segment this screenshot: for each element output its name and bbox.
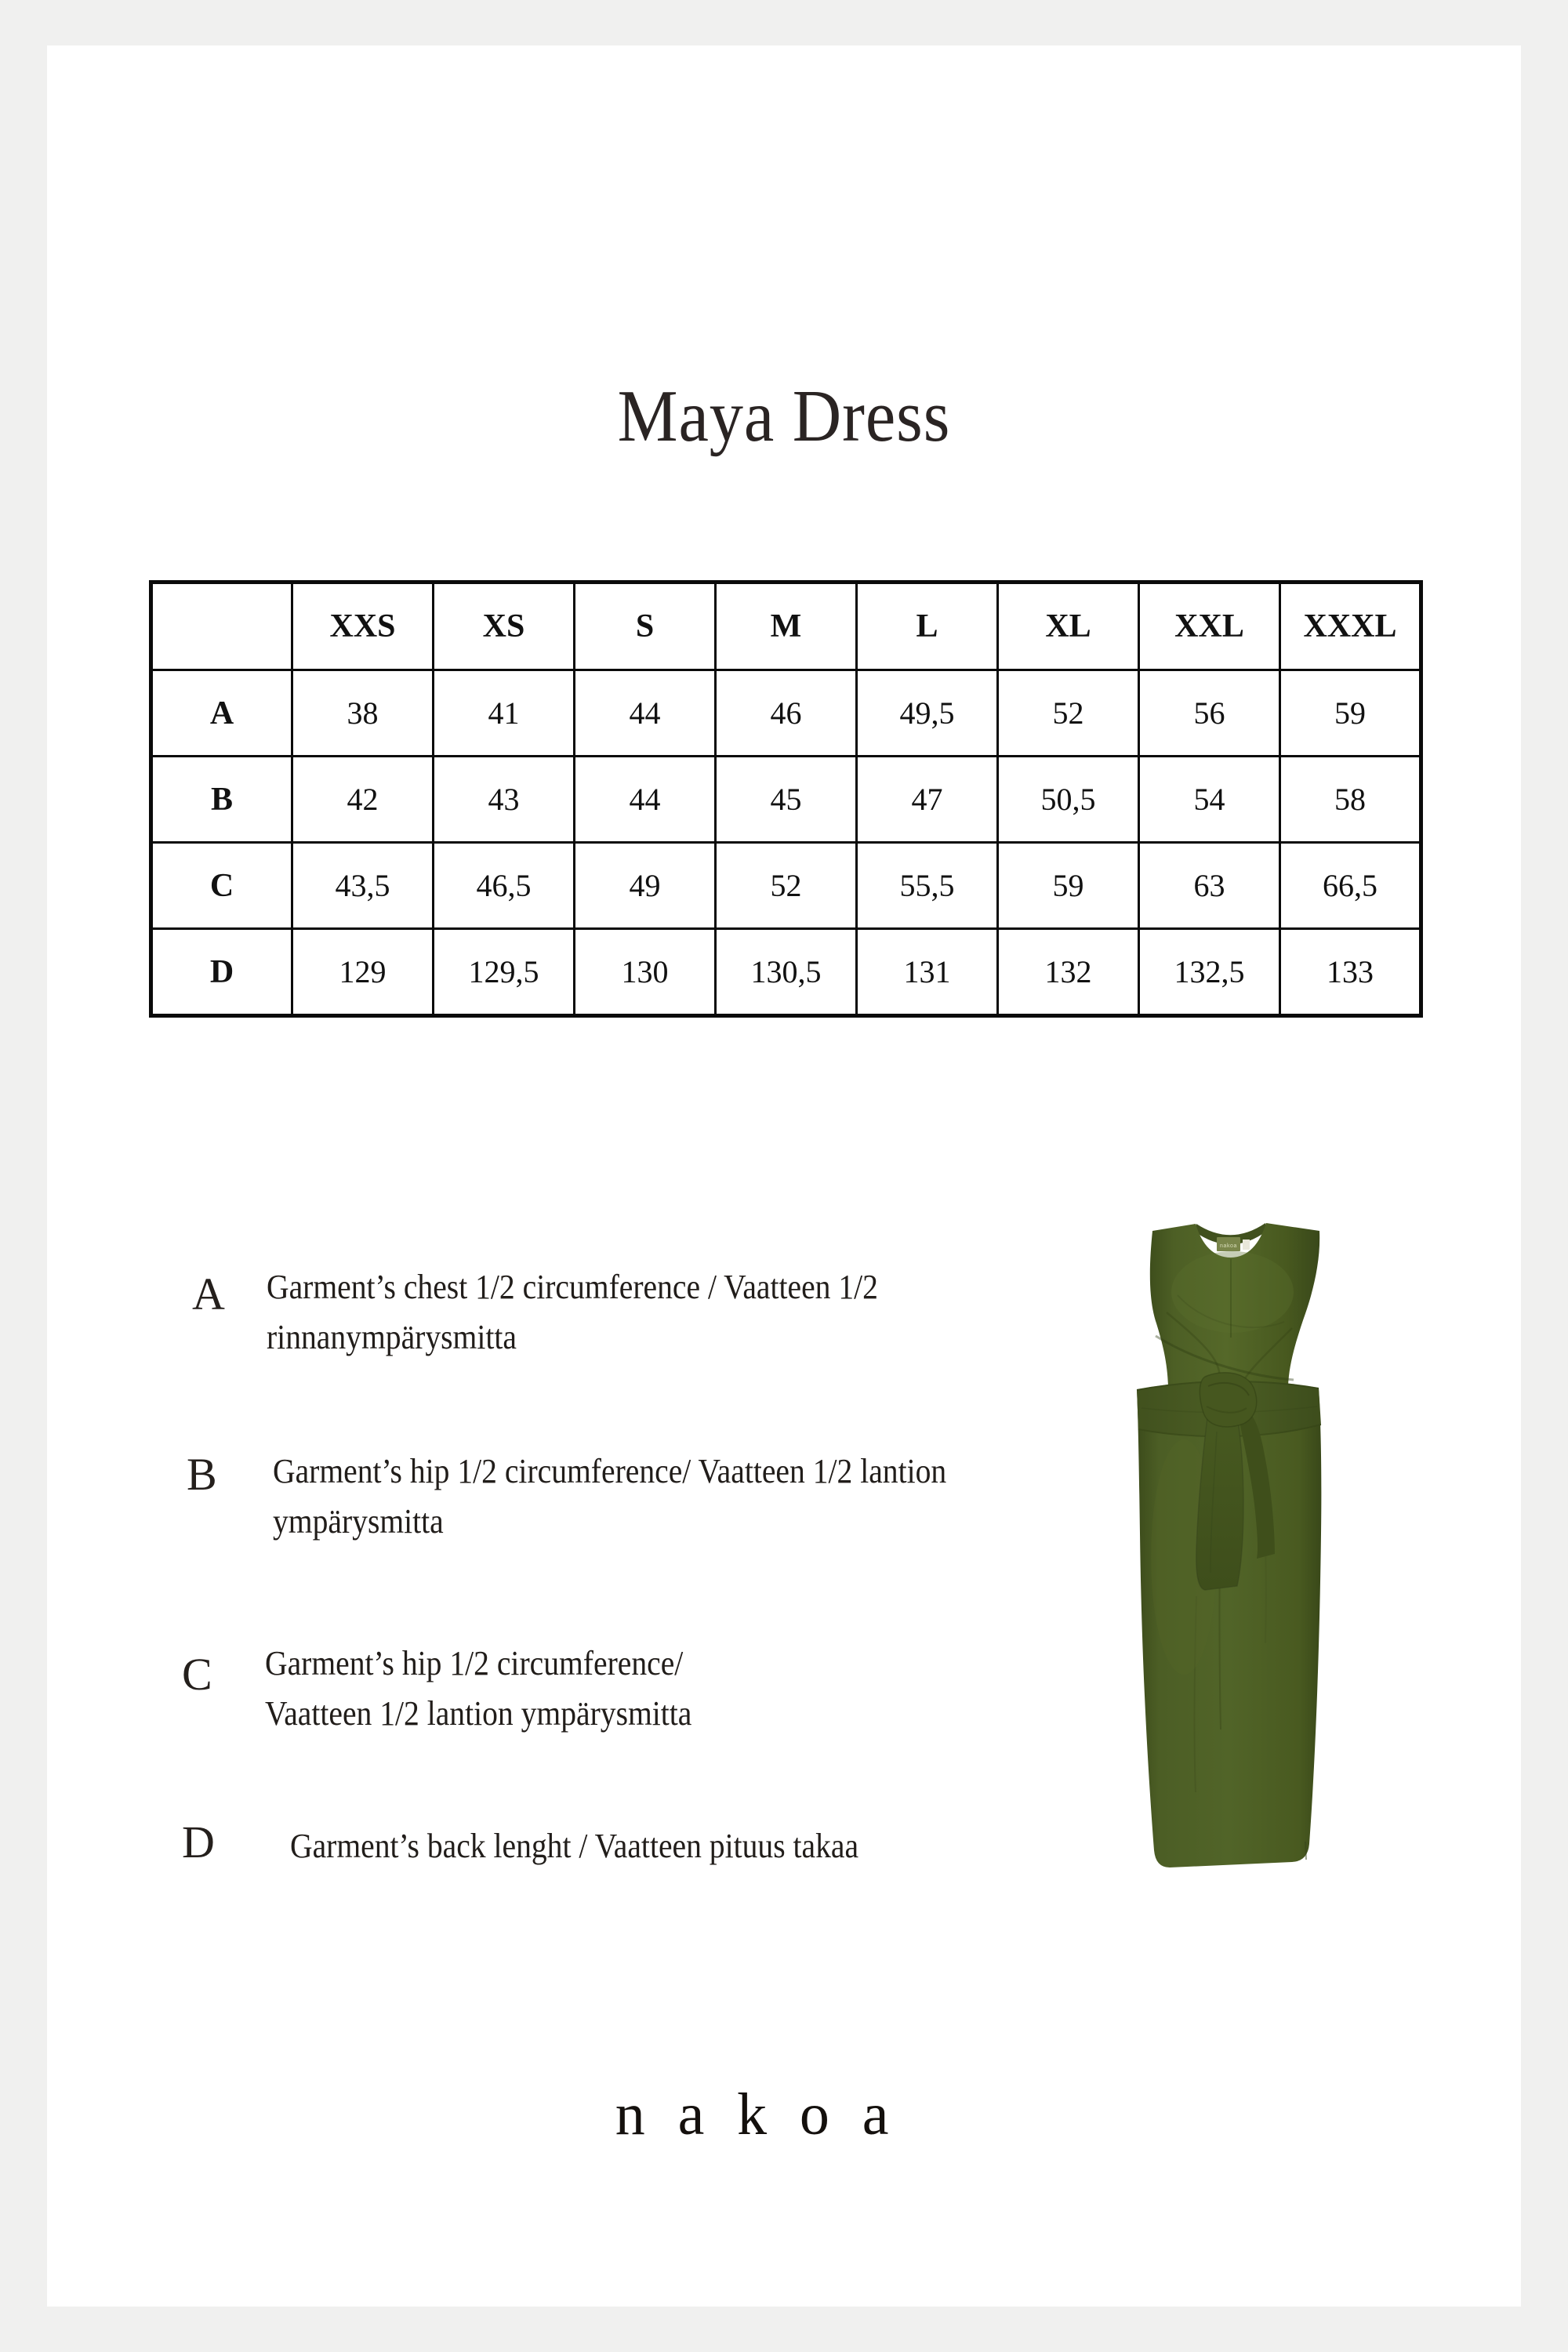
bodice-highlight — [1171, 1251, 1294, 1333]
legend-text-d — [290, 1821, 858, 1871]
size-value-cell: 54 — [1139, 757, 1280, 843]
legend-letter-a: A — [192, 1269, 225, 1319]
size-tag — [1243, 1240, 1250, 1250]
size-value-cell: 56 — [1139, 670, 1280, 757]
size-col-header: M — [716, 583, 857, 670]
size-value-cell: 52 — [998, 670, 1139, 757]
size-value-cell: 59 — [1280, 670, 1421, 757]
corner-cell — [151, 583, 292, 670]
tie-knot — [1200, 1373, 1256, 1427]
size-value-cell: 133 — [1280, 929, 1421, 1016]
size-guide-card — [47, 45, 1521, 2307]
size-value-cell: 63 — [1139, 843, 1280, 929]
size-value-cell: 58 — [1280, 757, 1421, 843]
size-col-header: XS — [434, 583, 575, 670]
legend-line: Garment’s hip 1/2 circumference/ — [265, 1644, 684, 1682]
legend-line: rinnanympärysmitta — [267, 1318, 517, 1356]
size-value-cell: 47 — [857, 757, 998, 843]
size-value-cell: 43 — [434, 757, 575, 843]
size-value-cell: 41 — [434, 670, 575, 757]
legend-letter-b: B — [187, 1449, 217, 1500]
size-value-cell: 46,5 — [434, 843, 575, 929]
size-value-cell: 59 — [998, 843, 1139, 929]
size-col-header: L — [857, 583, 998, 670]
size-col-header: XXL — [1139, 583, 1280, 670]
legend-line: Garment’s hip 1/2 circumference/ Vaatteen 1/2 lantion — [273, 1452, 947, 1490]
legend-text-c — [265, 1639, 691, 1739]
size-chart-table — [149, 580, 1423, 1018]
row-label: D — [151, 929, 292, 1016]
size-value-cell: 44 — [575, 757, 716, 843]
row-label: B — [151, 757, 292, 843]
size-value-cell: 44 — [575, 670, 716, 757]
size-value-cell: 132,5 — [1139, 929, 1280, 1016]
size-value-cell: 43,5 — [292, 843, 434, 929]
dress-photo — [1129, 1220, 1330, 1883]
size-value-cell: 46 — [716, 670, 857, 757]
brand-logo: nakoa — [615, 2082, 922, 2147]
legend-line: Vaatteen 1/2 lantion ympärysmitta — [265, 1694, 692, 1733]
table-row-b — [151, 757, 1421, 843]
size-value-cell: 38 — [292, 670, 434, 757]
size-value-cell: 130 — [575, 929, 716, 1016]
size-value-cell: 45 — [716, 757, 857, 843]
size-value-cell: 50,5 — [998, 757, 1139, 843]
legend-line: ympärysmitta — [273, 1502, 444, 1541]
size-value-cell: 129,5 — [434, 929, 575, 1016]
product-title: Maya Dress — [617, 376, 951, 457]
size-value-cell: 132 — [998, 929, 1139, 1016]
size-value-cell: 49 — [575, 843, 716, 929]
table-row-a — [151, 670, 1421, 757]
legend-text-a — [267, 1262, 878, 1363]
table-row-d — [151, 929, 1421, 1016]
size-value-cell: 66,5 — [1280, 843, 1421, 929]
legend-letter-c: C — [182, 1649, 212, 1700]
garment-label-text: nakoa — [1219, 1243, 1238, 1249]
hem-slit — [1305, 1842, 1306, 1860]
legend-line: Garment’s back lenght / Vaatteen pituus takaa — [290, 1827, 859, 1865]
size-value-cell: 131 — [857, 929, 998, 1016]
legend-line: Garment’s chest 1/2 circumference / Vaatteen 1/2 — [267, 1268, 878, 1306]
size-value-cell: 42 — [292, 757, 434, 843]
size-value-cell: 49,5 — [857, 670, 998, 757]
row-label: A — [151, 670, 292, 757]
size-value-cell: 130,5 — [716, 929, 857, 1016]
size-col-header: S — [575, 583, 716, 670]
size-col-header: XXXL — [1280, 583, 1421, 670]
legend-letter-d: D — [182, 1817, 215, 1867]
legend-text-b — [273, 1446, 946, 1547]
row-label: C — [151, 843, 292, 929]
table-row-c — [151, 843, 1421, 929]
size-header-row — [151, 583, 1421, 670]
size-value-cell: 55,5 — [857, 843, 998, 929]
size-value-cell: 129 — [292, 929, 434, 1016]
size-col-header: XXS — [292, 583, 434, 670]
size-value-cell: 52 — [716, 843, 857, 929]
size-col-header: XL — [998, 583, 1139, 670]
